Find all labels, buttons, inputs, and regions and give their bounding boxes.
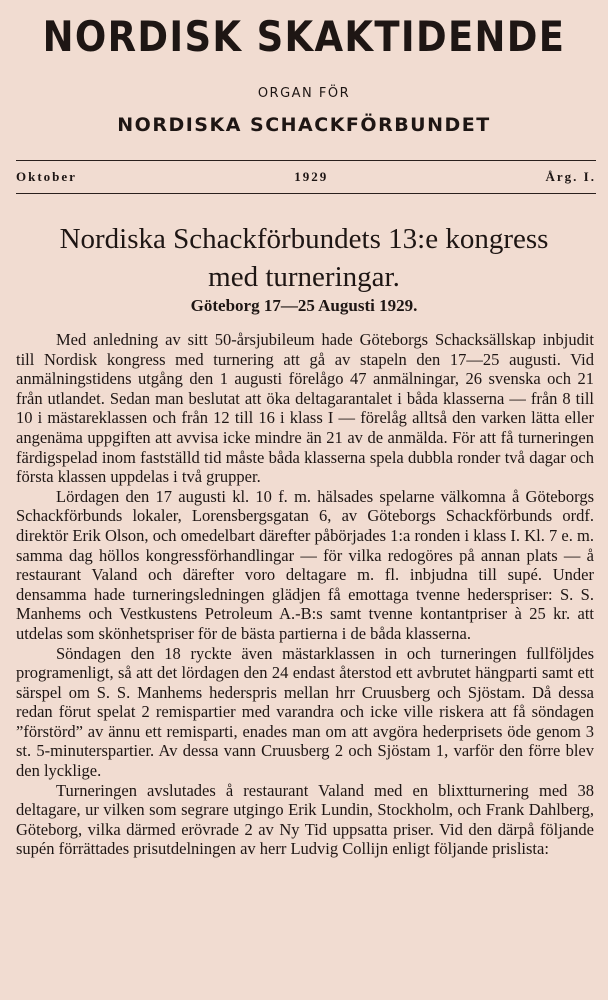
article-paragraph: Söndagen den 18 ryckte även mästarklassen in och turneringen fullföljdes programenligt, så att det lördagen den 24 endast återstod ett avbrutet hängparti samt ett särspel om S. S. Manhems hederspris mellan hrr Cruusberg och Sjöstam. Då dessa redan förut spelat 2 remispartier med varandra och icke ville riskera att få söndagen ”förstörd” av ännu ett remisparti, enades man om att avgöra hederprisets öde genom 3 st. 5-minuterspartier. Av dessa vann Cruusberg 2 och Sjöstam 1, varför den förre blev den lycklige.	[16, 643, 594, 781]
headline-line-2: med turneringar.	[208, 261, 400, 293]
masthead-organ-line: ORGAN FÖR	[257, 86, 351, 101]
headline-line-1: Nordiska Schackförbundets 13:e kongress	[59, 223, 549, 255]
dateline-volume: Årg. I.	[545, 169, 596, 184]
masthead-federation: NORDISKA SCHACKFÖRBUNDET	[117, 114, 491, 136]
article-paragraph: Lördagen den 17 augusti kl. 10 f. m. hälsades spelarne välkomna å Göteborgs Schackförbunds lokaler, Lorensbergsgatan 6, av Göteborgs Schackförbunds ordf. direktör Erik Olson, och omedelbart därefter påbörjades 1:a ronden i klass I. Kl. 7 e. m. samma dag höllos kongressförhandlingar — för vilka redogöres på annan plats — å restaurant Valand och därefter voro deltagare m. fl. inbjudna till supé. Under densamma hade turneringsledningen glädjen få emottaga tvenne hederspriser: S. S. Manhems och Vestkustens Petroleum A.-B:s samt tvenne kontantpriser à 25 kr. att utdelas som skönhetspriser för de bästa partierna i de båda klasserna.	[16, 486, 594, 643]
dateline-year: 1929	[294, 169, 329, 184]
header-rule-top	[16, 160, 596, 161]
article-paragraph: Turneringen avslutades å restaurant Valand med en blixtturnering med 38 deltagare, ur vilken som segrare utgingo Erik Lundin, Stockholm, och Frank Dahlberg, Göteborg, vilka därmed erövrade 2 av Ny Tid uppsatta priser. Vid den därpå följande supén förrättades prisutdelningen av herr Ludvig Collijn enligt följande prislista:	[16, 780, 594, 859]
article-paragraph: Med anledning av sitt 50-årsjubileum hade Göteborgs Schacksällskap inbjudit till Nordisk kongress med turnering att gå av stapeln den 17—25 augusti. Vid anmälningstidens utgång den 1 augusti förelågo 47 anmälningar, 26 svenska och 21 från utlandet. Sedan man beslutat att öka deltagarantalet i båda klasserna — från 8 till 10 i mästareklassen och från 12 till 16 i klass I — förelåg alltså den varken lätta eller angenäma uppgiften att avvisa icke mindre än 21 av de anmälda. För att få turneringen färdigspelad inom fastställd tid måste båda klasserna spela dubbla ronder två dagar och första klassen uppdelas i två grupper.	[16, 330, 594, 487]
article-body	[16, 330, 594, 859]
masthead-title: NORDISK SKAKTIDENDE	[42, 12, 566, 61]
dateline	[16, 169, 596, 185]
dateline-month: Oktober	[16, 169, 77, 184]
article-subhead: Göteborg 17—25 Augusti 1929.	[190, 296, 418, 315]
article-headline	[0, 220, 608, 296]
header-rule-bottom	[16, 193, 596, 194]
